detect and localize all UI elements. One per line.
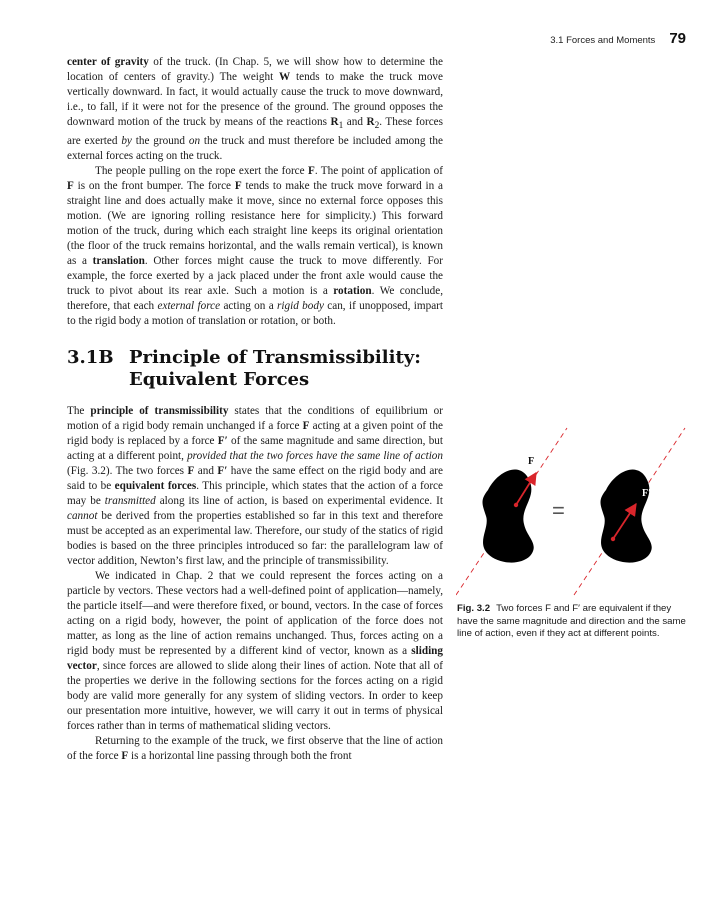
figure-3-2 (456, 420, 692, 600)
text-run: the truck and must therefore be included among the external forces acting on the truck. (67, 135, 443, 163)
rigid-body-left (483, 470, 534, 563)
vector-F: F (307, 165, 315, 178)
section-title (129, 347, 443, 391)
vector-W: W (279, 71, 291, 83)
text-run: of the truck. (In Chap. 5, we will show how to determine the location of centers of gravity.) The weight (67, 56, 443, 83)
vector-F: F (187, 465, 195, 478)
vector-R: R (366, 116, 375, 128)
point-of-application-F (514, 503, 518, 507)
rigid-body-right (601, 470, 652, 563)
term-center-of-gravity: center of gravity (67, 56, 149, 68)
text-run: . Other forces might cause the truck to move differently. For example, the force exerted by a jack placed under the front axle would cause the truck to pivot about its rear axle. Such a motion is a (67, 255, 443, 298)
text-run: and (343, 116, 367, 128)
text-run: is a horizontal line passing through both the front (128, 750, 352, 763)
vector-R: R (330, 116, 339, 128)
text-run: and (194, 465, 218, 478)
text-run: The (67, 405, 91, 418)
text-run: states that the conditions of equilibrium or motion of a rigid body remain unchanged if a force (67, 405, 443, 433)
text-run: We indicated in Chap. 2 that we could represent the forces acting on a particle by vectors. These vectors had a well-defined point of application—namely, the particle itself—and were therefore fixed, or bound, vectors. In the case of forces acting on a rigid body, however, the point of application of the force does not matter, as long as the line of action remains unchanged. Thus, forces acting on a rigid body must be represented by a different kind of vector, known as a (67, 570, 443, 658)
term-equivalent-forces: equivalent forces (114, 480, 197, 493)
paragraph-truck-return (67, 734, 443, 764)
term-sliding-vector: sliding vector (67, 645, 443, 673)
label-F: F (528, 456, 535, 467)
vector-F: F (67, 180, 74, 193)
section-number: 3.1B (67, 347, 114, 369)
main-text-column (67, 55, 443, 764)
paragraph-sliding-vectors (67, 569, 443, 734)
text-run: tends to make the truck move vertically downward. In fact, it would actually cause the truck to move downward, i.e., to fall, if it were not for the presence of the ground. The ground opposes the downward motion of the truck by means of the reactions (67, 71, 443, 128)
text-run: of the same magnitude and same direction, but acting at a different point, (67, 435, 443, 463)
vector-F: F (121, 750, 129, 763)
text-run: . This principle, which states that the action of a force may be (67, 480, 443, 508)
text-run: acting on a (220, 300, 278, 313)
text-run: the ground (131, 135, 189, 148)
subscript: 1 (338, 121, 344, 132)
term-rotation: rotation (333, 285, 372, 298)
subscript: 2 (374, 121, 380, 132)
text-run: . We conclude, therefore, that each (67, 285, 443, 313)
text-run: . The point of application of (314, 165, 443, 178)
text-run: can, if unopposed, impart to the rigid body a motion of translation or rotation, or both. (67, 300, 443, 328)
text-run: along its line of action, is based on experimental evidence. It (155, 495, 443, 508)
section-heading (67, 347, 443, 391)
text-run: have the same effect on the rigid body and are said to be (67, 465, 443, 493)
vector-F: F (234, 180, 242, 193)
vector-F: F (302, 420, 310, 433)
figure-caption-text: Two forces F and F′ are equivalent if they have the same magnitude and direction and the same line of action, even if they act at different points. (457, 603, 686, 639)
term-translation: translation (92, 255, 145, 268)
emphasis: on (188, 135, 201, 148)
emphasis: transmitted (104, 495, 156, 508)
text-run: (Fig. 3.2). The two forces (67, 465, 188, 478)
section-title-line: Principle of Transmissibility: (129, 347, 421, 369)
equals-sign: = (552, 498, 565, 523)
emphasis: cannot (67, 510, 98, 523)
text-run: acting at a given point of the rigid body is replaced by a force (67, 420, 443, 448)
paragraph-transmissibility (67, 404, 443, 569)
vector-F-prime: F′ (217, 435, 228, 448)
point-of-application-F-prime (611, 537, 615, 541)
page-header (500, 30, 686, 50)
paragraph-rope-force (67, 164, 443, 329)
text-run: . These forces are exerted (67, 116, 443, 148)
emphasis: rigid body (277, 300, 324, 313)
figure-label: Fig. 3.2 (457, 603, 491, 614)
text-run: Returning to the example of the truck, we first observe that the line of action of the force (67, 735, 443, 763)
label-F-prime: F′ (642, 488, 651, 499)
emphasis: provided that the two forces have the same line of action (187, 450, 443, 463)
term-principle-of-transmissibility: principle of transmissibility (90, 405, 229, 418)
emphasis: by (121, 135, 132, 148)
text-run: , since forces are allowed to slide along their lines of action. Note that all of the properties we derive in the following sections for the forces acting on a rigid body are valid more generally for any system of sliding vectors. In order to keep our presentation more intuitive, however, we will carry it out in terms of physical forces rather than in terms of mathematical sliding vectors. (67, 660, 443, 733)
text-run: The people pulling on the rope exert the force (95, 165, 308, 178)
paragraph-center-of-gravity (67, 55, 443, 164)
text-run: is on the front bumper. The force (73, 180, 235, 193)
running-head-section: 3.1 Forces and Moments (550, 35, 656, 46)
text-run: be derived from the properties established so far in this text and therefore must be accepted as an experimental law. Therefore, our study of the statics of rigid bodies is based on the three principles introduced so far: the parallelogram law of vector addition, Newton’s first law, and the principle of transmissibility. (67, 510, 443, 568)
page-number: 79 (669, 30, 686, 47)
text-run: tends to make the truck move forward in a straight line and does actually make it move, since no external force opposes this motion. (We are ignoring rolling resistance here for simplicity.) This forward motion of the truck, during which each straight line keeps its original orientation (the floor of the truck remains horizontal, and the walls remain vertical), is known as a (67, 180, 443, 268)
figure-caption (457, 603, 687, 641)
emphasis: external force (157, 300, 221, 313)
figure-3-2-drawing (456, 420, 692, 600)
vector-F-prime: F′ (217, 465, 228, 478)
section-title-line: Equivalent Forces (129, 369, 310, 391)
